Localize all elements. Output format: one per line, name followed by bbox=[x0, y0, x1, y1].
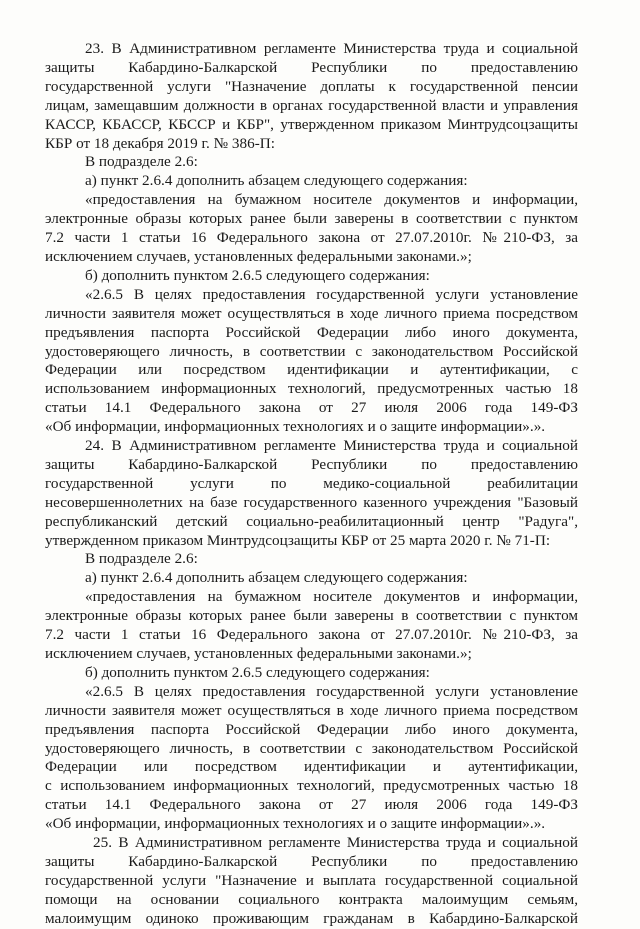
item-24-line-3: государственной услуги по медико-социальной реабилитации bbox=[45, 474, 578, 492]
item-23-point-b-line-8: «Об информации, информационных технологиях и о защите информации».». bbox=[45, 418, 546, 436]
item-24-line-2: защиты Кабардино-Балкарской Республики по предоставлению bbox=[45, 455, 578, 473]
item-24-point-b-line-6: с использованием информационных технологий, предусмотренных частью 18 bbox=[45, 777, 578, 795]
item-25-line-5: малоимущим одиноко проживающим гражданам в Кабардино-Балкарской bbox=[45, 909, 578, 927]
item-23-point-b-heading: б) дополнить пунктом 2.6.5 следующего содержания: bbox=[85, 266, 430, 284]
item-24-subsection: В подразделе 2.6: bbox=[85, 550, 198, 568]
item-23-line-1: 23. В Административном регламенте Министерства труда и социальной bbox=[85, 40, 578, 57]
item-24-point-b-line-5: Федерации или посредством идентификации и аутентификации, bbox=[45, 758, 578, 776]
item-24 bbox=[45, 437, 578, 834]
item-23-point-b-line-2: личности заявителя может осуществляться в ходе личного приема посредством bbox=[45, 304, 578, 322]
item-23-point-b-line-5: Федерации или посредством идентификации и аутентификации, с bbox=[45, 361, 578, 379]
item-23-line-2: защиты Кабардино-Балкарской Республики по предоставлению bbox=[45, 58, 578, 76]
item-23-point-a-line-3: 7.2 части 1 статьи 16 Федерального закона от 27.07.2010г. №210-ФЗ, за bbox=[45, 229, 578, 247]
item-23-point-a-line-1: «предоставления на бумажном носителе документов и информации, bbox=[85, 191, 578, 209]
item-25-line-2: защиты Кабардино-Балкарской Республики по предоставлению bbox=[45, 852, 578, 870]
item-23-point-b-line-1: «2.6.5 В целях предоставления государственной услуги установление bbox=[85, 285, 578, 303]
item-25 bbox=[45, 834, 578, 929]
item-23-point-b-line-3: предъявления паспорта Российской Федерации либо иного документа, bbox=[45, 323, 578, 341]
item-25-line-1: 25. В Административном регламенте Министерства труда и социальной bbox=[93, 834, 578, 852]
item-24-line-5: республиканский детский социально-реабилитационный центр "Радуга", bbox=[45, 512, 578, 530]
item-24-point-a-line-1: «предоставления на бумажном носителе документов и информации, bbox=[85, 588, 578, 606]
item-24-point-a-heading: а) пункт 2.6.4 дополнить абзацем следующего содержания: bbox=[85, 569, 468, 587]
item-24-point-b-line-1: «2.6.5 В целях предоставления государственной услуги установление bbox=[85, 682, 578, 700]
item-24-point-b-line-4: удостоверяющего личность, в соответствии с законодательством Российской bbox=[45, 739, 578, 757]
item-23-point-b-line-4: удостоверяющего личность, в соответствии с законодательством Российской bbox=[45, 342, 578, 360]
item-24-line-1: 24. В Административном регламенте Министерства труда и социальной bbox=[85, 437, 578, 455]
item-23-line-6: КБР от 18 декабря 2019 г. № 386-П: bbox=[45, 134, 275, 152]
item-24-point-b-line-7: статьи 14.1 Федерального закона от 27 июля 2006 года 149-ФЗ bbox=[45, 796, 578, 814]
item-23-point-a-heading: а) пункт 2.6.4 дополнить абзацем следующего содержания: bbox=[85, 172, 468, 190]
item-23-line-5: КАССР, КБАССР, КБССР и КБР", утвержденном приказом Минтрудсоцзащиты bbox=[45, 115, 578, 133]
item-23-line-4: лицам, замещавшим должности в органах государственной власти и управления bbox=[45, 96, 578, 114]
item-25-line-4: помощи на основании социального контракта малоимущим семьям, bbox=[45, 890, 578, 908]
document-body bbox=[45, 40, 578, 929]
item-23-subsection: В подразделе 2.6: bbox=[85, 153, 198, 171]
item-23-point-a-line-4: исключением случаев, установленных федеральными законами.»; bbox=[45, 247, 472, 265]
item-24-point-a-line-2: электронные образы которых ранее были заверены в соответствии с пунктом bbox=[45, 607, 578, 625]
item-23-line-3: государственной услуги "Назначение доплаты к государственной пенсии bbox=[45, 77, 578, 95]
item-25-line-3: государственной услуги "Назначение и выплата государственной социальной bbox=[45, 871, 578, 889]
item-24-line-6: утвержденном приказом Минтрудсоцзащиты КБР от 25 марта 2020 г. № 71-П: bbox=[45, 531, 551, 549]
item-24-point-b-heading: б) дополнить пунктом 2.6.5 следующего содержания: bbox=[85, 663, 430, 681]
item-23 bbox=[45, 40, 578, 437]
item-24-point-b-line-8: «Об информации, информационных технологиях и о защите информации».». bbox=[45, 815, 546, 833]
item-24-point-b-line-3: предъявления паспорта Российской Федерации либо иного документа, bbox=[45, 720, 578, 738]
item-23-point-b-line-7: статьи 14.1 Федерального закона от 27 июля 2006 года 149-ФЗ bbox=[45, 399, 578, 417]
item-24-point-a-line-4: исключением случаев, установленных федеральными законами.»; bbox=[45, 645, 472, 662]
item-23-point-b-line-6: использованием информационных технологий, предусмотренных частью 18 bbox=[45, 380, 578, 398]
item-24-point-a-line-3: 7.2 части 1 статьи 16 Федерального закона от 27.07.2010г. №210-ФЗ, за bbox=[45, 626, 578, 644]
item-24-line-4: несовершеннолетних на базе государственного казенного учреждения "Базовый bbox=[45, 493, 578, 511]
item-23-point-a-line-2: электронные образы которых ранее были заверены в соответствии с пунктом bbox=[45, 210, 578, 228]
item-24-point-b-line-2: личности заявителя может осуществляться в ходе личного приема посредством bbox=[45, 701, 578, 719]
